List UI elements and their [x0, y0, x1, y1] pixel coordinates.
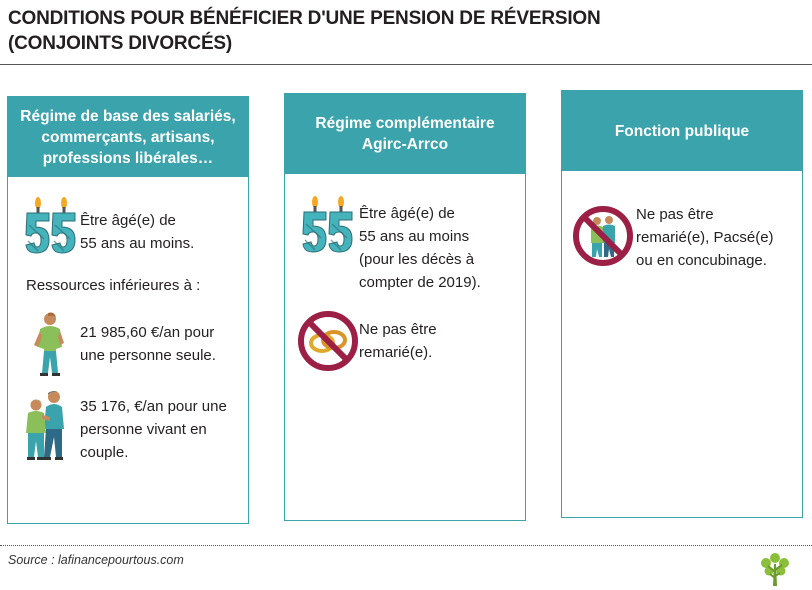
- footer-divider: [0, 545, 812, 546]
- couple-icon: [24, 389, 68, 461]
- card-header-line: Régime complémentaire: [315, 115, 495, 132]
- couple-line: Ne pas être: [636, 206, 714, 223]
- age-line: compter de 2019).: [359, 274, 481, 291]
- single-line: une personne seule.: [80, 347, 216, 364]
- card-header: [8, 97, 248, 177]
- couple-line: ou en concubinage.: [636, 252, 767, 269]
- card-header-line: Fonction publique: [614, 122, 750, 140]
- card-header: [562, 91, 802, 171]
- card-header-line: commerçants, artisans,: [41, 128, 215, 146]
- card-agirc-arrco: [284, 93, 526, 521]
- card-header: [285, 94, 525, 174]
- couple-line: 35 176, €/an pour une: [80, 398, 227, 415]
- couple-line: remarié(e), Pacsé(e): [636, 229, 774, 246]
- card-header-line: Agirc-Arrco: [361, 136, 449, 153]
- age-line: (pour les décès à: [359, 251, 475, 268]
- no-couple-icon: [572, 205, 634, 267]
- card-regime-de-base: [7, 96, 249, 524]
- age-line: Être âgé(e) de: [80, 212, 176, 229]
- couple-line: couple.: [80, 444, 129, 461]
- single-line: 21 985,60 €/an pour: [80, 324, 215, 341]
- page-title-line-2: (CONJOINTS DIVORCÉS): [8, 33, 233, 54]
- remarriage-condition-text: [359, 318, 437, 364]
- birthday-candles-55-icon: [24, 195, 78, 257]
- source-text: Source : lafinancepourtous.com: [8, 553, 184, 567]
- card-fonction-publique: [561, 90, 803, 518]
- tree-logo-icon: [758, 552, 792, 588]
- single-person-icon: [32, 311, 66, 377]
- age-condition-text: [359, 202, 481, 294]
- age-line: Être âgé(e) de: [359, 205, 455, 222]
- card-header-line: Régime de base des salariés,: [20, 107, 236, 125]
- resources-label: Ressources inférieures à :: [26, 277, 201, 294]
- no-wedding-rings-icon: [297, 310, 359, 372]
- age-condition-text: [80, 209, 194, 255]
- age-line: 55 ans au moins: [359, 228, 470, 245]
- page-title: [8, 6, 788, 56]
- single-income-text: [80, 321, 216, 367]
- card-header-line: professions libérales…: [42, 149, 214, 167]
- age-line: 55 ans au moins.: [80, 235, 195, 252]
- remarriage-condition-text: [636, 203, 774, 272]
- rings-line: remarié(e).: [359, 344, 433, 361]
- couple-income-text: [80, 395, 227, 464]
- birthday-candles-55-icon: [301, 194, 355, 256]
- title-divider: [0, 64, 812, 65]
- page-title-line-1: CONDITIONS POUR BÉNÉFICIER D'UNE PENSION DE RÉVERSION: [8, 8, 601, 29]
- rings-line: Ne pas être: [359, 321, 437, 338]
- couple-line: personne vivant en: [80, 421, 207, 438]
